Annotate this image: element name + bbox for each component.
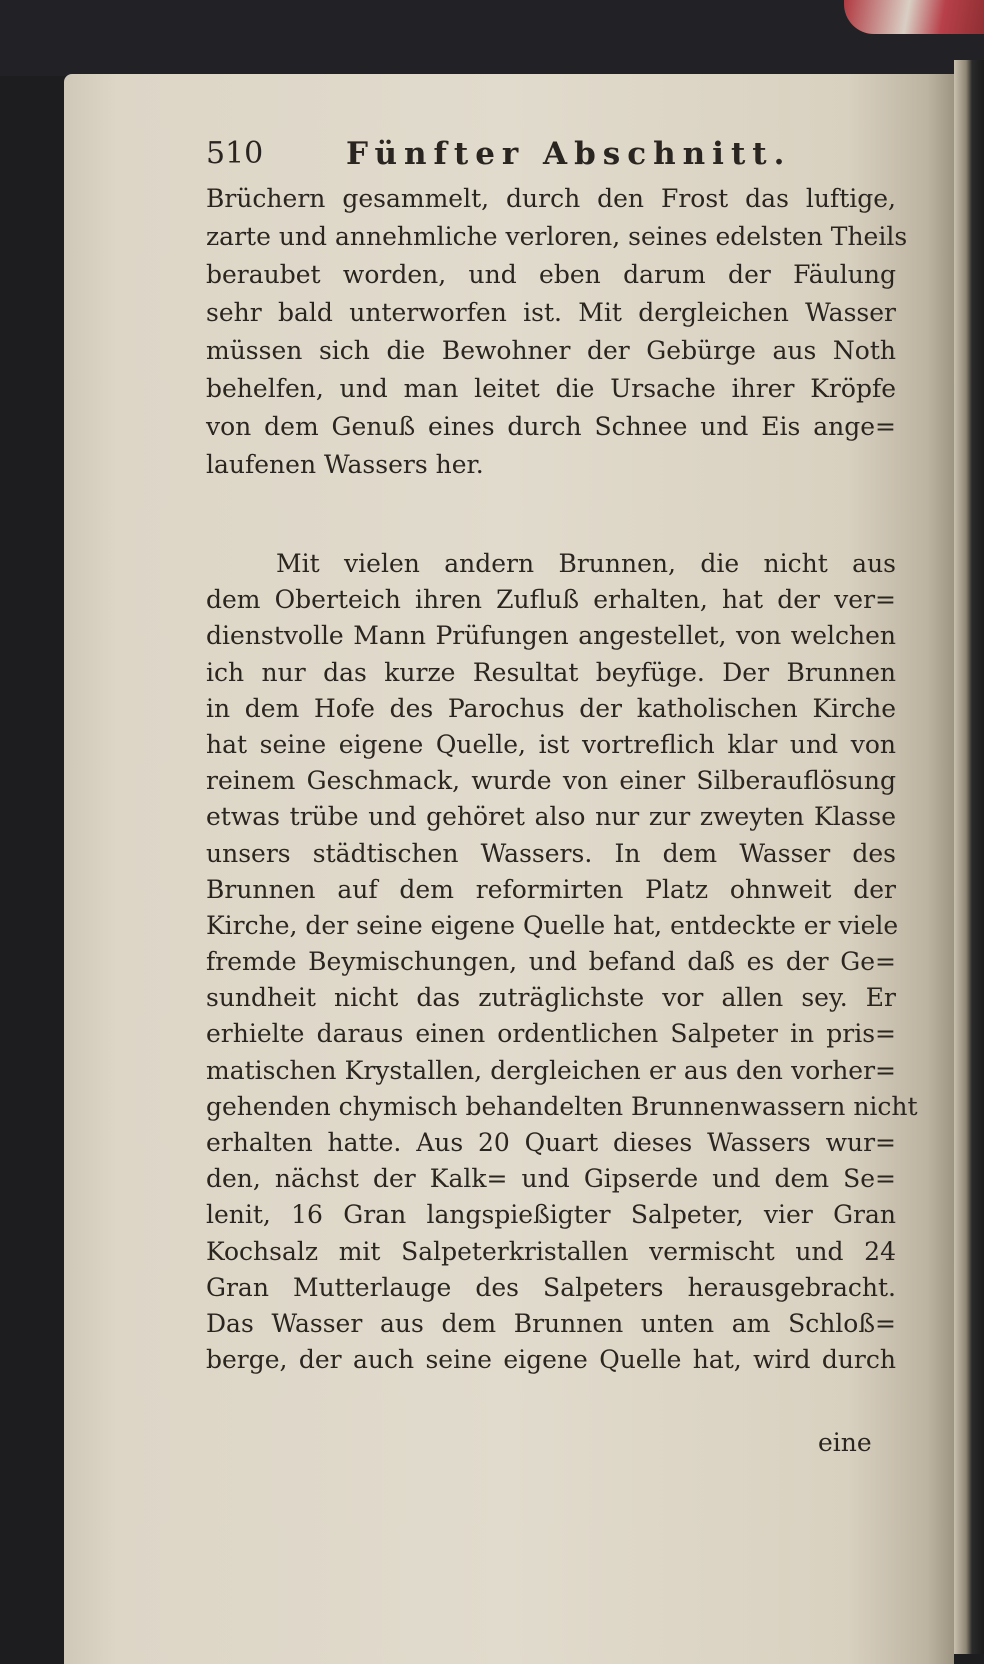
- text-line: dienstvolle Mann Prüfungen angestellet, von welchen: [206, 621, 896, 651]
- text-line: sehr bald unterworfen ist. Mit dergleichen Wasser: [206, 298, 896, 327]
- text-line: Kirche, der seine eigene Quelle hat, entdeckte er viele: [206, 910, 899, 940]
- text-line: erhalten hatte. Aus 20 Quart dieses Wassers wur=: [206, 1128, 896, 1157]
- catchword: eine: [818, 1428, 872, 1457]
- text-line: Brunnen auf dem reformirten Platz ohnweit der: [206, 874, 896, 904]
- text-line: laufenen Wassers her.: [206, 450, 484, 479]
- text-line: dem Oberteich ihren Zufluß erhalten, hat der ver=: [206, 585, 896, 615]
- text-line: Mit vielen andern Brunnen, die nicht aus: [276, 549, 896, 578]
- text-line: in dem Hofe des Parochus der katholischen Kirche: [206, 693, 896, 723]
- text-line: gehenden chymisch behandelten Brunnenwassern nicht: [206, 1091, 918, 1121]
- chapter-title: Fünfter Abschnitt.: [346, 136, 792, 172]
- text-line: matischen Krystallen, dergleichen er aus den vorher=: [206, 1055, 896, 1085]
- text-line: fremde Beymischungen, und befand daß es der Ge=: [206, 947, 896, 977]
- text-line: Gran Mutterlauge des Salpeters herausgebracht.: [206, 1272, 896, 1302]
- book-binding-edge: [954, 60, 984, 1654]
- text-line: behelfen, und man leitet die Ursache ihrer Kröpfe: [206, 374, 896, 403]
- paragraph-1: [206, 180, 908, 484]
- paragraph-2: [206, 546, 918, 1378]
- text-line: Kochsalz mit Salpeterkristallen vermischt und 24: [206, 1236, 896, 1266]
- text-line: erhielte daraus einen ordentlichen Salpeter in pris=: [206, 1019, 896, 1049]
- page-number: 510: [206, 136, 264, 171]
- text-line: etwas trübe und gehöret also nur zur zweyten Klasse: [206, 802, 896, 832]
- text-line: unsers städtischen Wassers. In dem Wasser des: [206, 838, 896, 868]
- text-line: berge, der auch seine eigene Quelle hat, wird durch: [206, 1345, 896, 1375]
- text-line: müssen sich die Bewohner der Gebürge aus Noth: [206, 336, 896, 365]
- scan-background: [0, 0, 984, 76]
- text-line: Das Wasser aus dem Brunnen unten am Schloß=: [206, 1308, 896, 1338]
- text-line: sundheit nicht das zuträglichste vor allen sey. Er: [206, 983, 896, 1013]
- bookmark-ribbon: [844, 0, 984, 34]
- running-header: [206, 136, 826, 180]
- text-line: Brüchern gesammelt, durch den Frost das luftige,: [206, 184, 896, 213]
- text-line: zarte und annehmliche verloren, seines edelsten Theils: [206, 222, 908, 251]
- text-line: beraubet worden, und eben darum der Fäulung: [206, 260, 896, 289]
- text-line: reinem Geschmack, wurde von einer Silberauflösung: [206, 766, 896, 796]
- text-line: hat seine eigene Quelle, ist vortreflich klar und von: [206, 729, 896, 759]
- text-line: ich nur das kurze Resultat beyfüge. Der Brunnen: [206, 657, 896, 687]
- text-line: von dem Genuß eines durch Schnee und Eis ange=: [206, 412, 896, 441]
- text-line: lenit, 16 Gran langspießigter Salpeter, vier Gran: [206, 1200, 896, 1230]
- text-line: den, nächst der Kalk= und Gipserde und dem Se=: [206, 1164, 896, 1194]
